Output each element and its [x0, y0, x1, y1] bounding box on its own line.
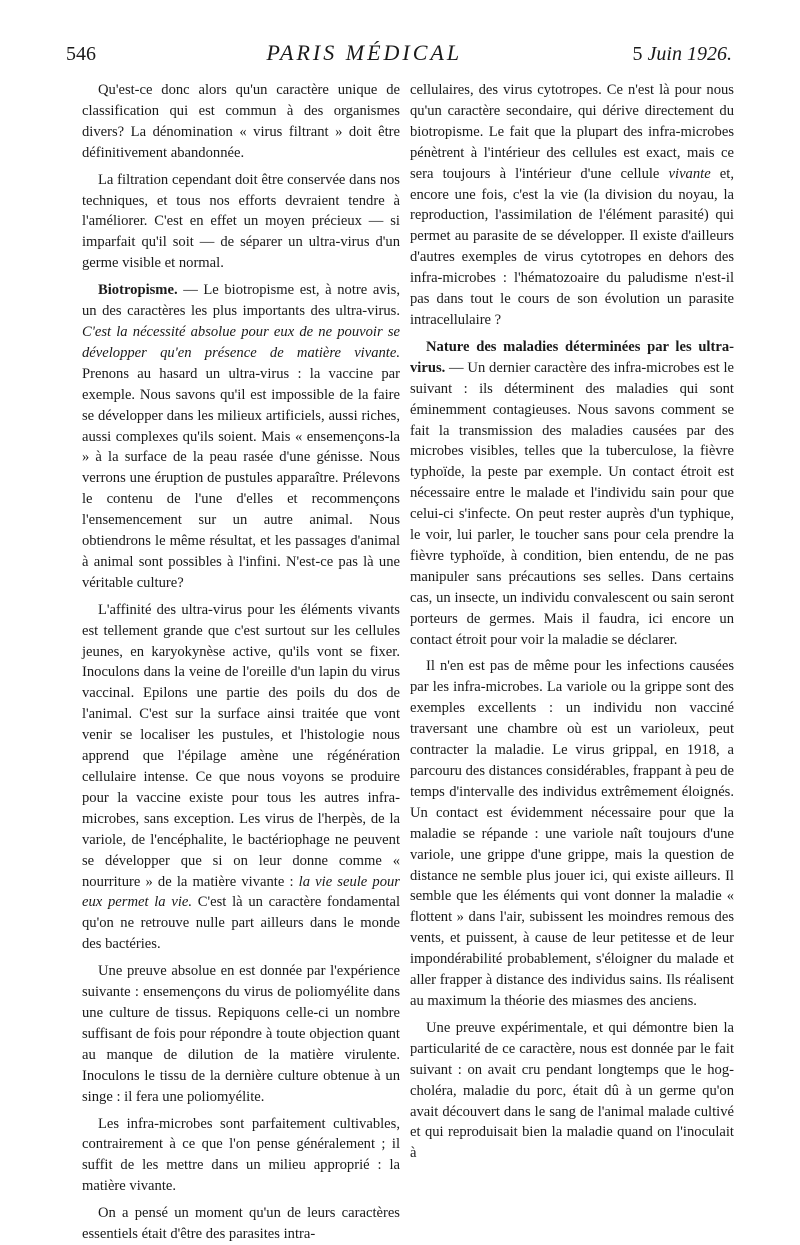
italic-emphasis: la vie seule pour eux permet la vie.	[82, 873, 400, 911]
paragraph-text: et, encore une fois, c'est la vie (la division du noyau, la reproduction, l'assimilation de l'élément parasité) qui permet au parasite de se développer. Il existe d'ailleurs d'autres exemples de virus cytotropes en dehors des infra-microbes : l'hématozoaire du paludisme n'est-il pas dans tout le cours de son évolution un parasite intracellulaire ?	[410, 165, 734, 328]
left-column	[82, 80, 400, 1245]
paragraph: On a pensé un moment qu'un de leurs caractères essentiels était d'être des parasites intra-	[82, 1205, 400, 1243]
date-day: 5	[632, 43, 643, 65]
paragraph: Les infra-microbes sont parfaitement cultivables, contrairement à ce que l'on pense généralement ; il suffit de les mettre dans un milieu approprié : la matière vivante.	[82, 1115, 400, 1195]
section-heading: Biotropisme.	[98, 282, 178, 299]
issue-date	[633, 43, 732, 66]
right-column	[410, 80, 734, 1164]
paragraph	[82, 600, 400, 955]
paragraph: Il n'en est pas de même pour les infections causées par les infra-microbes. La variole ou la grippe sont des exemples excellents : un individu non vacciné traversant une chambre où est un varioleux, peut contracter la maladie. Le virus grippal, en 1918, a parcouru des distances considérables, frappant à peu de temps d'intervalle des individus extrêmement éloignés. Un contact est évidemment nécessaire pour que la maladie se répande : une variole naît toujours d'une variole, une grippe d'une grippe, mais la question de distance ne semble plus jouer ici, qui existe ailleurs. Il semble que les éléments qui vont donner la maladie « flottent » dans l'air, subissent les moindres remous des vents, et puissent, à cause de leur petitesse et de leur impondérabilité probablement, s'éloigner du malade et aller frapper à distance des individus sains. Ils réalisent au maximum la théorie des miasmes des anciens.	[410, 658, 734, 1009]
paragraph-continued	[410, 80, 734, 331]
paragraph-text: Prenons au hasard un ultra-virus : la vaccine par exemple. Nous savons qu'il est impossible de la faire se développer dans les milieux artificiels, aussi riches, aussi complexes qu'ils soient. Mais « ensemençons-la » à la surface de la peau rasée d'une génisse. Nous verrons une éruption de pustules apparaître. Prélevons le contenu de l'une d'elles et recommençons l'ensemencement sur un autre animal. Nous obtiendrons le même résultat, et les passages d'animal à animal sont possibles à l'infini. N'est-ce pas là une véritable culture?	[82, 365, 400, 591]
section-biotropisme	[82, 280, 400, 594]
paragraph-text: L'affinité des ultra-virus pour les éléments vivants est tellement grande que c'est surtout sur les cellules jeunes, en karyokynèse active, qu'ils vont se fixer. Inoculons dans la veine de l'oreille d'un lapin du virus vaccinal. Epilons une partie des poils du dos de l'animal. C'est sur la surface ainsi traitée que vont venir se localiser les pustules, et l'histologie nous apprend que l'épilage amène une régénération cellulaire intense. Ce que nous voyons se produire pour la vaccine existe pour tous les autres infra-microbes, sans exception. Les virus de l'herpès, de la variole, de l'encéphalite, le bactériophage ne peuvent se développer que si on leur donne comme « nourriture » de la matière vivante :	[82, 601, 400, 890]
date-year: 1926.	[686, 43, 732, 65]
paragraph-text: C'est là un caractère fondamental qu'on ne retrouve nulle part ailleurs dans le monde des bactéries.	[82, 894, 400, 953]
date-month: Juin	[647, 43, 682, 65]
paragraph-text: — Un dernier caractère des infra-microbes est le suivant : ils déterminent des maladies qui sont éminemment contagieuses. Nous savons comment se fait la transmission des maladies causées par des microbes visibles, telles que la tuberculose, la fièvre typhoïde, la peste par exemple. Un contact étroit est nécessaire entre le malade et l'individu sain pour que celui-ci s'infecte. On peut rester auprès d'un typhique, le voir, lui parler, le toucher sans pour cela prendre la fièvre typhoïde, à condition, bien entendu, de ne pas manipuler sans précautions ses selles. Dans certains cas, un insecte, un individu convalescent ou sain seront porteurs de germes. Mais il faudra, ici encore un contact étroit pour voir la maladie se déclarer.	[410, 359, 734, 648]
paragraph-text: — Le biotropisme est, à notre avis, un des caractères les plus importants des ultra-virus.	[82, 282, 400, 320]
italic-emphasis: vivante	[668, 165, 711, 182]
italic-emphasis: C'est la nécessité absolue pour eux de ne pouvoir se développer qu'en présence de matière vivante.	[82, 323, 400, 361]
paragraph: Une preuve absolue en est donnée par l'expérience suivante : ensemençons du virus de poliomyélite dans une culture de tissus. Repiquons celle-ci un nombre suffisant de fois pour répondre à toute objection quant au manque de dilution de la matière virulente. Inoculons le tissu de la dernière culture obtenue à un singe : il fera une poliomyélite.	[82, 963, 400, 1105]
page-number: 546	[66, 43, 96, 65]
section-heading: Nature des maladies déterminées par les ultra-virus.	[410, 338, 734, 376]
section-nature-maladies	[410, 337, 734, 651]
paragraph: La filtration cependant doit être conservée dans nos techniques, et tous nos efforts devraient tendre à l'améliorer. C'est en effet un moyen précieux — si imparfait qu'il soit — de séparer un ultra-virus d'un germe visible et normal.	[82, 171, 400, 272]
paragraph-text: cellulaires, des virus cytotropes. Ce n'est là pour nous qu'un caractère secondaire, qui dérive directement du biotropisme. Le fait que la plupart des infra-microbes pénètrent à l'intérieur des cellules est exact, mais ce sera toujours à l'intérieur d'une cellule	[410, 82, 734, 182]
paragraph: Une preuve expérimentale, et qui démontre bien la particularité de ce caractère, nous est donnée par le fait suivant : on avait cru pendant longtemps que le hog-choléra, maladie du porc, était dû à un germe qu'on avait découvert dans le sang de l'animal malade cultivé et qui reproduisait bien la maladie quand on l'inoculait à	[410, 1019, 734, 1162]
running-header	[66, 40, 732, 70]
paragraph: Qu'est-ce donc alors qu'un caractère unique de classification qui est commun à des organismes divers? La dénomination « virus filtrant » doit être définitivement abandonnée.	[82, 82, 400, 161]
journal-title: PARIS MÉDICAL	[266, 40, 463, 65]
